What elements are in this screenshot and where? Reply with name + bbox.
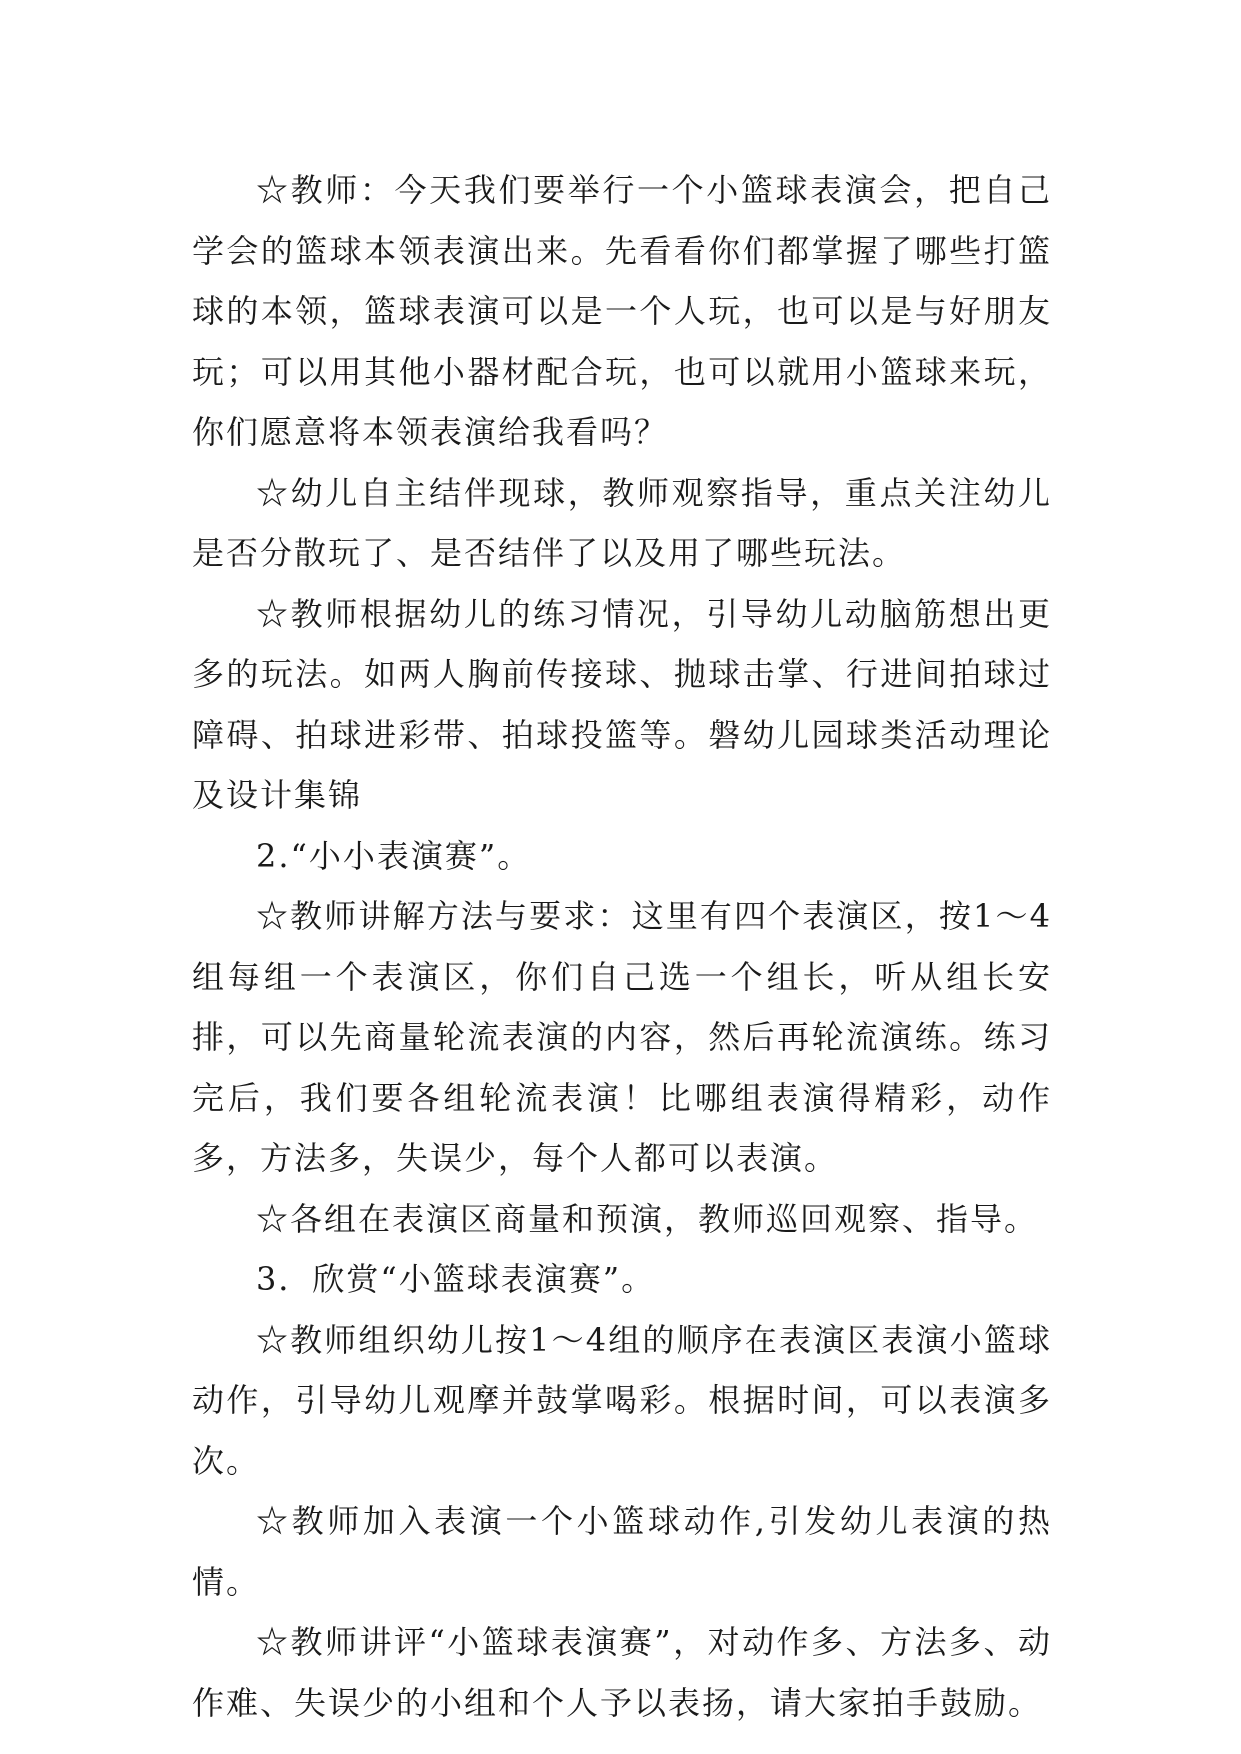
paragraph-performance: ☆教师组织幼儿按1～4组的顺序在表演区表演小篮球动作，引导幼儿观摩并鼓掌喝彩。根据时间，可以表演多次。 — [192, 1320, 1052, 1480]
paragraph-more-methods: ☆教师根据幼儿的练习情况，引导幼儿动脑筋想出更多的玩法。如两人胸前传接球、抛球击掌、行进间拍球过障碍、拍球进彩带、拍球投篮等。磐幼儿园球类活动理论及设计集锦 — [192, 594, 1052, 814]
section-heading-3: 3．欣赏“小篮球表演赛”。 — [256, 1260, 656, 1298]
paragraph-teacher-joins: ☆教师加入表演一个小篮球动作,引发幼儿表演的热情。 — [192, 1502, 1052, 1601]
paragraph-free-play: ☆幼儿自主结伴现球，教师观察指导，重点关注幼儿是否分散玩了、是否结伴了以及用了哪些玩法。 — [192, 473, 1052, 572]
section-heading-2: 2.“小小表演赛”。 — [256, 836, 532, 875]
paragraph-rules: ☆教师讲解方法与要求：这里有四个表演区，按1～4组每组一个表演区，你们自己选一个组长，听从组长安排，可以先商量轮流表演的内容，然后再轮流演练。练习完后，我们要各组轮流表演！比哪组表演得精彩，动作多，方法多，失误少，每个人都可以表演。 — [192, 897, 1052, 1177]
document-body — [192, 160, 1052, 1733]
paragraph-evaluation: ☆教师讲评“小篮球表演赛”，对动作多、方法多、动作难、失误少的小组和个人予以表扬，请大家拍手鼓励。 — [192, 1623, 1052, 1722]
paragraph-teacher-intro: ☆教师：今天我们要举行一个小篮球表演会，把自己学会的篮球本领表演出来。先看看你们都掌握了哪些打篮球的本领，篮球表演可以是一个人玩，也可以是与好朋友玩；可以用其他小器材配合玩，也可以就用小篮球来玩，你们愿意将本领表演给我看吗？ — [192, 171, 1052, 451]
paragraph-rehearsal: ☆各组在表演区商量和预演，教师巡回观察、指导。 — [256, 1199, 1039, 1238]
